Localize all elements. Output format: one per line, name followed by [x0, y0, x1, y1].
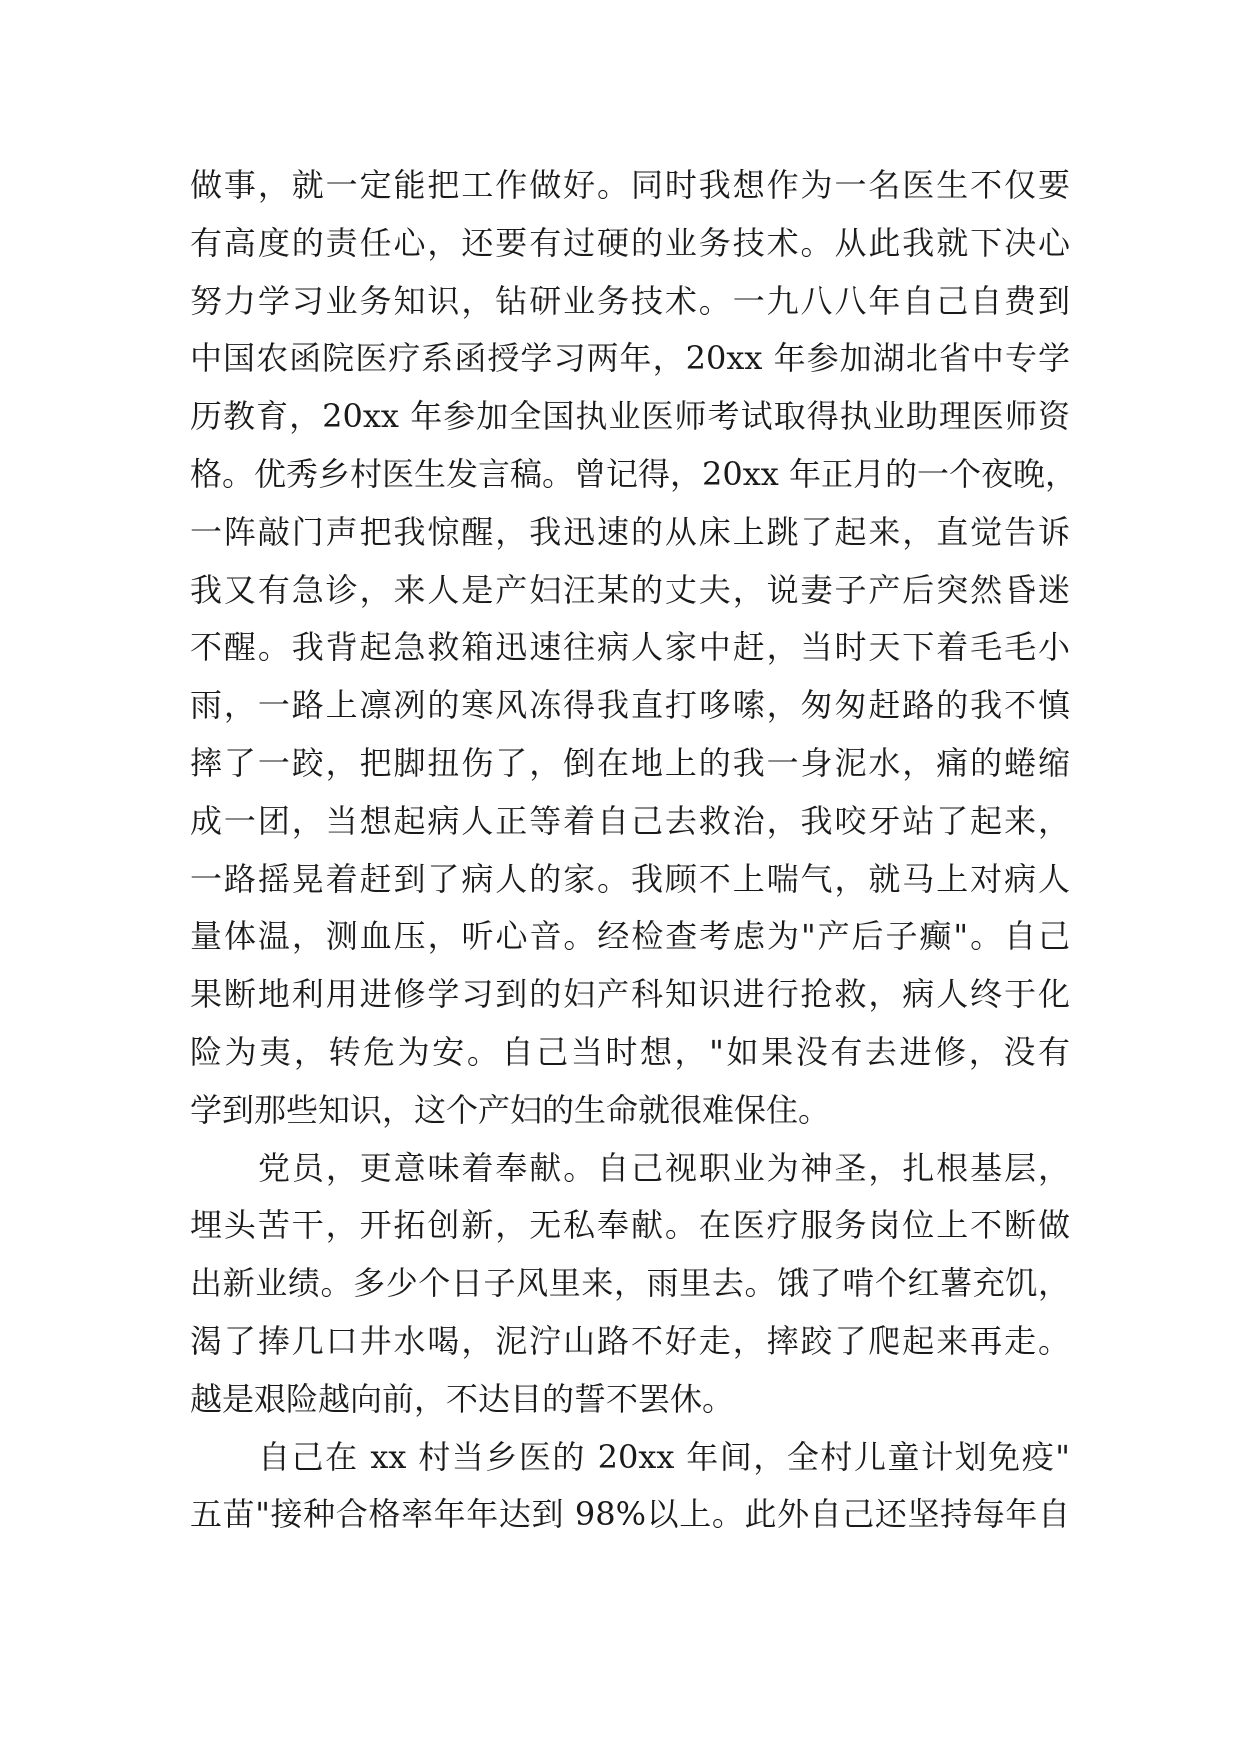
text-line: 出新业绩。多少个日子风里来，雨里去。饿了啃个红薯充饥， — [190, 1264, 1070, 1303]
text-line: 一阵敲门声把我惊醒，我迅速的从床上跳了起来，直觉告诉 — [190, 512, 1070, 551]
text-line: 五苗"接种合格率年年达到 98%以上。此外自己还坚持每年自 — [190, 1495, 1070, 1534]
text-line: 有高度的责任心，还要有过硬的业务技术。从此我就下决心 — [190, 223, 1070, 262]
text-line: 历教育，20xx 年参加全国执业医师考试取得执业助理医师资 — [190, 397, 1070, 436]
text-line: 党员，更意味着奉献。自己视职业为神圣，扎根基层， — [258, 1148, 1070, 1187]
text-line: 险为夷，转危为安。自己当时想，"如果没有去进修，没有 — [190, 1032, 1070, 1071]
text-line: 做事，就一定能把工作做好。同时我想作为一名医生不仅要 — [190, 166, 1070, 204]
text-line: 自己在 xx 村当乡医的 20xx 年间，全村儿童计划免疫" — [258, 1437, 1070, 1476]
text-line: 不醒。我背起急救箱迅速往病人家中赶，当时天下着毛毛小 — [190, 628, 1070, 667]
text-line: 越是艰险越向前，不达目的誓不罢休。 — [190, 1379, 735, 1418]
text-line: 学到那些知识，这个产妇的生命就很难保住。 — [190, 1090, 831, 1129]
text-line: 摔了一跤，把脚扭伤了，倒在地上的我一身泥水，痛的蜷缩 — [190, 743, 1070, 782]
text-line: 一路摇晃着赶到了病人的家。我顾不上喘气，就马上对病人 — [190, 859, 1070, 898]
text-line: 雨，一路上凛冽的寒风冻得我直打哆嗦，匆匆赶路的我不慎 — [190, 686, 1070, 725]
text-line: 渴了捧几口井水喝，泥泞山路不好走，摔跤了爬起来再走。 — [190, 1321, 1070, 1360]
text-line: 努力学习业务知识，钻研业务技术。一九八八年自己自费到 — [190, 281, 1070, 320]
text-line: 中国农函院医疗系函授学习两年，20xx 年参加湖北省中专学 — [190, 339, 1070, 378]
text-line: 格。优秀乡村医生发言稿。曾记得，20xx 年正月的一个夜晚， — [190, 454, 1077, 493]
text-line: 埋头苦干，开拓创新，无私奉献。在医疗服务岗位上不断做 — [190, 1206, 1070, 1245]
text-line: 成一团，当想起病人正等着自己去救治，我咬牙站了起来， — [190, 801, 1070, 840]
body-text — [190, 157, 1077, 1544]
text-line: 我又有急诊，来人是产妇汪某的丈夫，说妻子产后突然昏迷 — [190, 570, 1070, 609]
text-line: 果断地利用进修学习到的妇产科知识进行抢救，病人终于化 — [190, 975, 1070, 1014]
text-line: 量体温，测血压，听心音。经检查考虑为"产后子癫"。自己 — [190, 917, 1070, 956]
